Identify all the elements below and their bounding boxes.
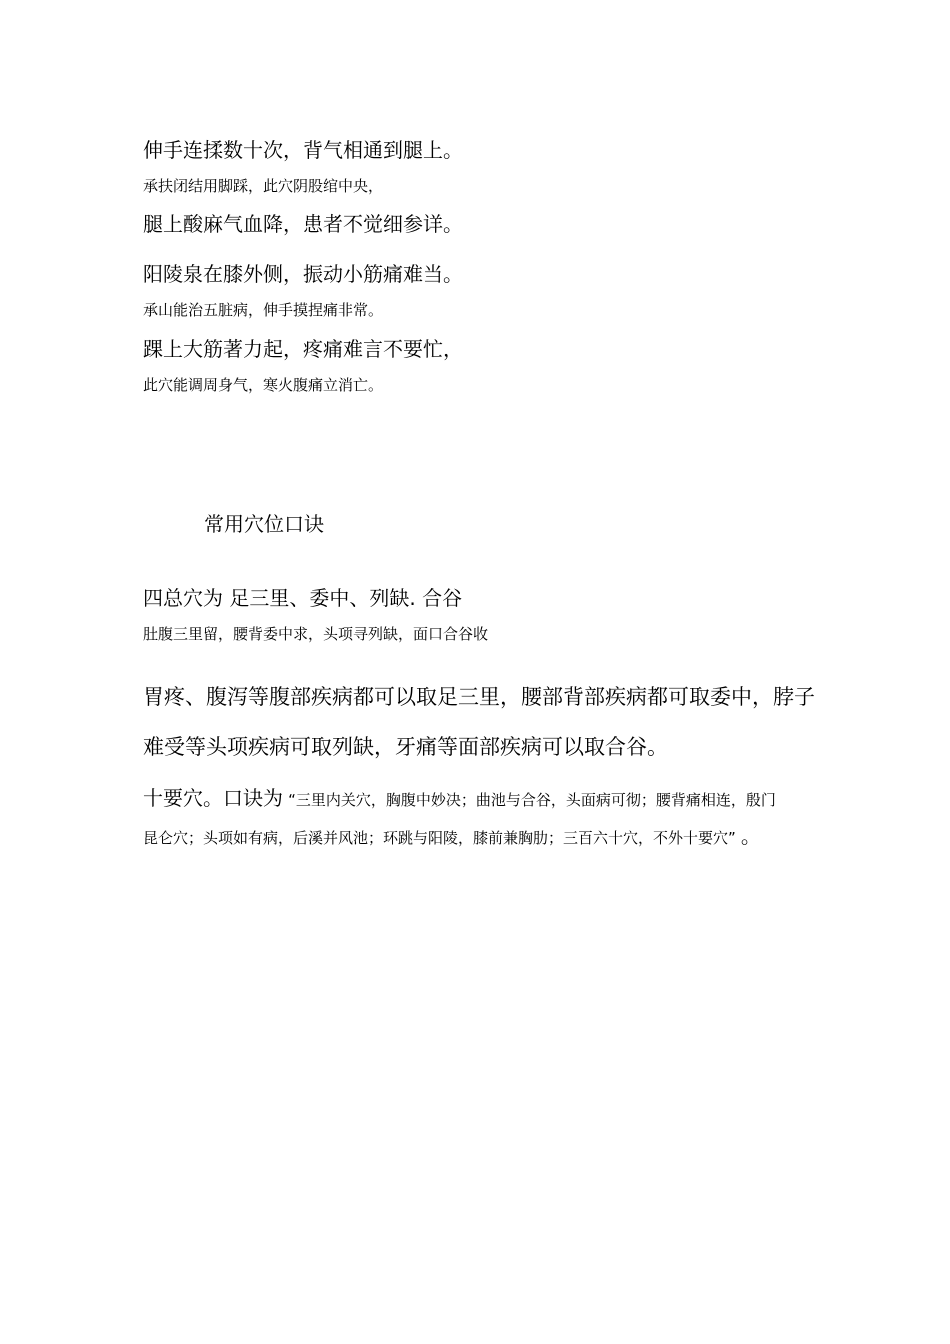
explanation-line-1: 胃疼、腹泻等腹部疾病都可以取足三里，腰部背部疾病都可取委中，脖子 bbox=[143, 685, 815, 709]
ten-points-rhyme-part-2: 昆仑穴；头项如有病，后溪并风池；环跳与阳陵，膝前兼胸肋；三百六十穴，不外十要穴” bbox=[143, 829, 736, 847]
section-title: 常用穴位口诀 bbox=[204, 512, 324, 536]
ten-points-line-1 bbox=[143, 788, 776, 808]
verse-line-4: 阳陵泉在膝外侧，振动小筋痛难当。 bbox=[143, 262, 463, 286]
verse-line-1: 伸手连揉数十次，背气相通到腿上。 bbox=[143, 138, 463, 162]
ten-points-lead: 十要穴。口诀为 bbox=[143, 786, 283, 810]
four-points-rhyme: 肚腹三里留，腰背委中求，头项寻列缺，面口合谷收 bbox=[143, 625, 489, 643]
verse-line-7: 此穴能调周身气，寒火腹痛立消亡。 bbox=[143, 376, 384, 394]
ten-points-rhyme-part-1: “三里内关穴，胸腹中妙决；曲池与合谷，头面病可彻；腰背痛相连，殷门 bbox=[288, 791, 776, 809]
explanation-line-2: 难受等头项疾病可取列缺，牙痛等面部疾病可以取合谷。 bbox=[143, 735, 668, 759]
four-points-title: 四总穴为 足三里、委中、列缺. 合谷 bbox=[143, 586, 463, 610]
verse-line-6: 踝上大筋著力起，疼痛难言不要忙， bbox=[143, 337, 463, 361]
verse-line-2: 承扶闭结用脚踩，此穴阴股绾中央， bbox=[143, 177, 384, 195]
ten-points-line-2 bbox=[143, 826, 761, 846]
ten-points-end: 。 bbox=[740, 824, 761, 848]
verse-line-3: 腿上酸麻气血降，患者不觉细参详。 bbox=[143, 212, 463, 236]
verse-line-5: 承山能治五脏病，伸手摸捏痛非常。 bbox=[143, 301, 384, 319]
